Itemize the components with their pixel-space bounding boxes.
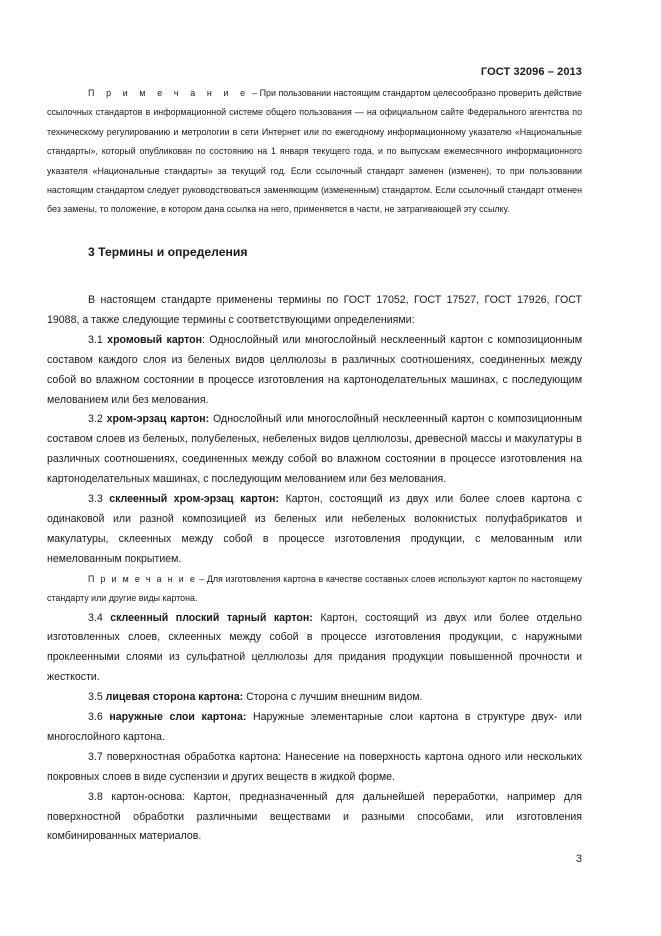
- term-number: 3.8: [88, 790, 112, 803]
- term-number: 3.3: [88, 493, 110, 506]
- term-definition: Сторона с лучшим внешним видом.: [246, 691, 423, 704]
- term-3-4: [47, 609, 582, 689]
- page-number: 3: [575, 853, 582, 865]
- intro-paragraph: В настоящем стандарте применены термины по ГОСТ 17052, ГОСТ 17527, ГОСТ 17926, ГОСТ 19088, а также следующие термины с соответствующими определениями:: [47, 294, 582, 326]
- term-name: наружные слои картона:: [109, 711, 247, 724]
- term-definition: Однослойный или многослойный несклеенный картон с композиционным составом каждого слоя из беленых видов целлюлозы в различных соотношениях, соединенных между собой во влажном состоянии в процессе изготовления на картоноделательных машинах, с последующим мелованием или без мелования.: [47, 333, 582, 406]
- section-heading: 3 Термины и определения: [88, 245, 248, 259]
- term-definition: Наружные элементарные слои картона в структуре двух- или многослойного картона.: [47, 711, 582, 743]
- term-definition: картон-основа: Картон, предназначенный для дальнейшей переработки, например для поверхностной обработки различными веществами и разными способами, или изготовления комбинированных материалов.: [47, 790, 582, 843]
- term-3-8: [47, 788, 582, 848]
- term-definition: Картон, состоящий из двух или более отдельно изготовленных слоев, склеенных между собой в процессе изготовления продукции, с наружными проклеенными слоями из сульфатной целлюлозы для придания продукции повышенной прочности и жесткости.: [47, 611, 583, 684]
- term-definition: Картон, состоящий из двух или более слоев картона с одинаковой или разной композицией из беленых или небеленых волокнистых полуфабрикатов и макулатуры, склеенных между собой в процессе изготовления продукции, с мелованным или немелованным покрытием.: [47, 493, 582, 565]
- term-number: 3.7: [88, 750, 107, 763]
- term-definition: поверхностная обработка картона: Нанесение на поверхность картона одного или нескольких покровных слоев в виде суспензии и других веществ в жидкой форме.: [47, 750, 582, 783]
- term-name: хромовый картон: [107, 333, 202, 346]
- term-separator: [246, 711, 253, 723]
- note-text: – При пользовании настоящим стандартом целесообразно проверить действие ссылочных стандартов в информационной системе общего пользования — на официальном сайте Федерального агентства по техническому регулированию и метрологии в сети Интернет или по ежегодному информационному указателю «Национальные стандарты», который опубликован по состоянию на 1 января текущего года, и по выпускам ежемесячного информационного указателя «Национальные стандарты» за текущий год. Если ссылочный стандарт заменен (изменен), то при пользовании настоящим стандартом следует руководствоваться заменяющим (измененным) стандартом. Если ссылочный стандарт отменен без замены, то положение, в котором дана ссылка на него, применяется в части, не затрагивающей эту ссылку.: [47, 88, 582, 215]
- term-name: склеенный плоский тарный картон:: [110, 611, 313, 624]
- term-name: лицевая сторона картона:: [105, 691, 244, 704]
- term-3-7: [47, 748, 582, 788]
- reference-note: [47, 84, 582, 220]
- term-3-2: [47, 410, 582, 490]
- term-number: 3.4: [88, 611, 111, 624]
- term-3-1: [47, 331, 582, 411]
- term-number: 3.6: [88, 711, 110, 724]
- note2-label: П р и м е ч а н и е: [88, 573, 197, 584]
- term-3-6: [47, 708, 582, 748]
- term-name: склеенный хром-эрзац картон:: [109, 493, 280, 506]
- terms-body: [47, 291, 582, 847]
- composition-note: [47, 570, 582, 609]
- note2-text: – Для изготовления картона в качестве составных слоев используют картон по настоящему стандарту или другие виды картона.: [47, 573, 583, 604]
- term-separator: :: [202, 333, 210, 346]
- term-number: 3.5: [88, 691, 106, 704]
- term-definition: Однослойный или многослойный несклеенный картон с композиционным составом слоев из беленых, полубеленых, небеленых видов целлюлозы, древесной массы и макулатуры в различных соотношениях, соединенных между собой во влажном состоянии в процессе изготовления на картоноделательных машинах, с последующим мелованием или без мелования.: [47, 413, 583, 486]
- document-id: ГОСТ 32096 – 2013: [480, 66, 582, 78]
- term-3-3: [47, 490, 582, 570]
- note-label: П р и м е ч а н и е: [88, 88, 250, 98]
- term-number: 3.1: [88, 333, 108, 346]
- term-name: хром-эрзац картон:: [106, 413, 210, 426]
- term-3-5: [47, 688, 582, 708]
- term-number: 3.2: [88, 413, 107, 426]
